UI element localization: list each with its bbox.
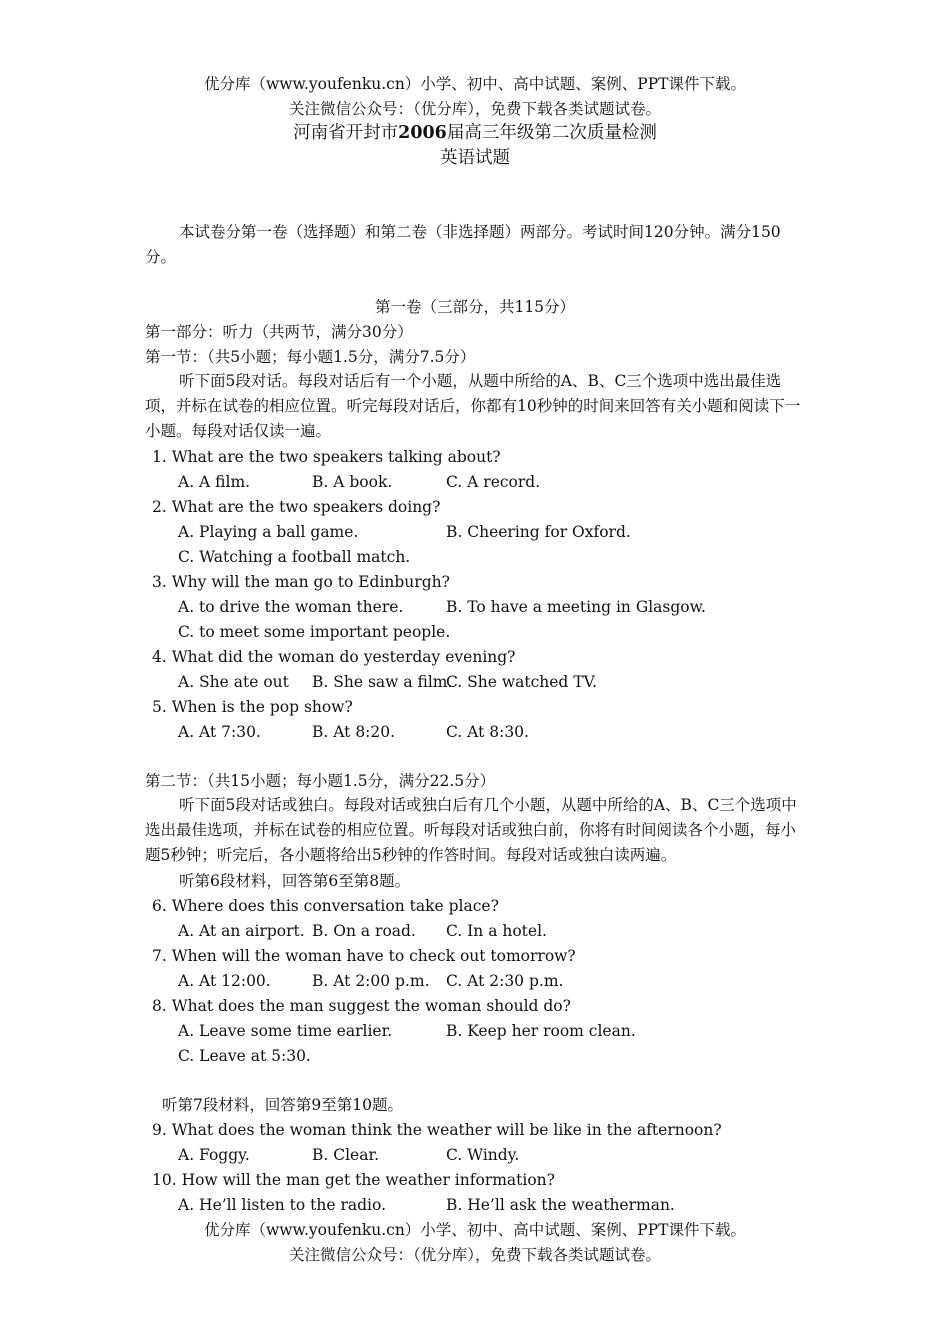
- header-line-1: 优分库（www.youfenku.cn）小学、初中、高中试题、案例、PPT课件下载。: [203, 75, 747, 93]
- q2-option-a: A. Playing a ball game.: [178, 523, 359, 541]
- q7-option-a: A. At 12:00.: [178, 972, 271, 990]
- q2-option-c: C. Watching a football match.: [178, 548, 411, 566]
- q10-option-a: A. He’ll listen to the radio.: [178, 1196, 387, 1214]
- q8-option-c: C. Leave at 5:30.: [178, 1047, 311, 1065]
- title-year: 2006: [398, 123, 447, 143]
- exam-subject: 英语试题: [440, 148, 510, 168]
- title-prefix: 河南省开封市: [293, 123, 399, 143]
- q5-option-c: C. At 8:30.: [446, 723, 529, 741]
- section2-heading: 第二节：（共15小题；每小题1.5分，满分22.5分）: [145, 772, 496, 790]
- header-line-2: 关注微信公众号：（优分库），免费下载各类试题试卷。: [288, 100, 661, 118]
- question-8: 8. What does the man suggest the woman should do?: [152, 997, 571, 1015]
- q6-option-b: B. On a road.: [312, 922, 416, 940]
- q5-option-b: B. At 8:20.: [312, 723, 396, 741]
- q3-option-a: A. to drive the woman there.: [178, 598, 404, 616]
- q6-option-a: A. At an airport.: [178, 922, 305, 940]
- section2-instructions: 听下面5段对话或独白。每段对话或独白后有几个小题，从题中所给的A、B、C三个选项中选出最佳选项，并标在试卷的相应位置。听每段对话或独白前，你将有时间阅读各个小题，每小题5秒钟；听完后，各小题将给出5秒钟的作答时间。每段对话或独白读两遍。: [145, 796, 797, 864]
- q4-option-c: C. She watched TV.: [446, 673, 598, 691]
- material-6-note: 听第6段材料，回答第6至第8题。: [179, 872, 411, 890]
- question-3: 3. Why will the man go to Edinburgh?: [152, 573, 450, 591]
- question-9: 9. What does the woman think the weather will be like in the afternoon?: [152, 1121, 722, 1139]
- question-1: 1. What are the two speakers talking about?: [152, 448, 501, 466]
- section1-instructions: 听下面5段对话。每段对话后有一个小题，从题中所给的A、B、C三个选项中选出最佳选项，并标在试卷的相应位置。听完每段对话后，你都有10秒钟的时间来回答有关小题和阅读下一小题。每段对话仅读一遍。: [145, 372, 801, 440]
- q6-option-c: C. In a hotel.: [446, 922, 547, 940]
- q1-option-b: B. A book.: [312, 473, 393, 491]
- exam-title: [0, 121, 950, 145]
- volume-heading: 第一卷（三部分，共115分）: [374, 298, 576, 316]
- q5-option-a: A. At 7:30.: [178, 723, 261, 741]
- q4-option-b: B. She saw a film.: [312, 673, 453, 691]
- q4-option-a: A. She ate out: [178, 673, 289, 691]
- title-suffix: 届高三年级第二次质量检测: [446, 123, 657, 143]
- question-5: 5. When is the pop show?: [152, 698, 353, 716]
- q1-option-c: C. A record.: [446, 473, 541, 491]
- q8-option-a: A. Leave some time earlier.: [178, 1022, 393, 1040]
- part1-heading: 第一部分：听力（共两节，满分30分）: [145, 323, 413, 341]
- footer-line-2: 关注微信公众号：（优分库），免费下载各类试题试卷。: [288, 1246, 661, 1264]
- q8-option-b: B. Keep her room clean.: [446, 1022, 636, 1040]
- question-6: 6. Where does this conversation take place?: [152, 897, 499, 915]
- q1-option-a: A. A film.: [178, 473, 251, 491]
- q10-option-b: B. He’ll ask the weatherman.: [446, 1196, 675, 1214]
- q7-option-c: C. At 2:30 p.m.: [446, 972, 564, 990]
- material-7-note: 听第7段材料，回答第9至第10题。: [162, 1096, 403, 1114]
- question-2: 2. What are the two speakers doing?: [152, 498, 441, 516]
- question-4: 4. What did the woman do yesterday evening?: [152, 648, 516, 666]
- q3-option-b: B. To have a meeting in Glasgow.: [446, 598, 706, 616]
- q3-option-c: C. to meet some important people.: [178, 623, 451, 641]
- intro-paragraph: 本试卷分第一卷（选择题）和第二卷（非选择题）两部分。考试时间120分钟。满分150分。: [145, 223, 781, 266]
- question-10: 10. How will the man get the weather information?: [152, 1171, 555, 1189]
- q9-option-c: C. Windy.: [446, 1146, 520, 1164]
- question-7: 7. When will the woman have to check out tomorrow?: [152, 947, 576, 965]
- q9-option-a: A. Foggy.: [178, 1146, 250, 1164]
- q7-option-b: B. At 2:00 p.m.: [312, 972, 430, 990]
- footer-line-1: 优分库（www.youfenku.cn）小学、初中、高中试题、案例、PPT课件下载。: [203, 1221, 747, 1239]
- section1-heading: 第一节：（共5小题；每小题1.5分，满分7.5分）: [145, 348, 476, 366]
- q9-option-b: B. Clear.: [312, 1146, 380, 1164]
- q2-option-b: B. Cheering for Oxford.: [446, 523, 631, 541]
